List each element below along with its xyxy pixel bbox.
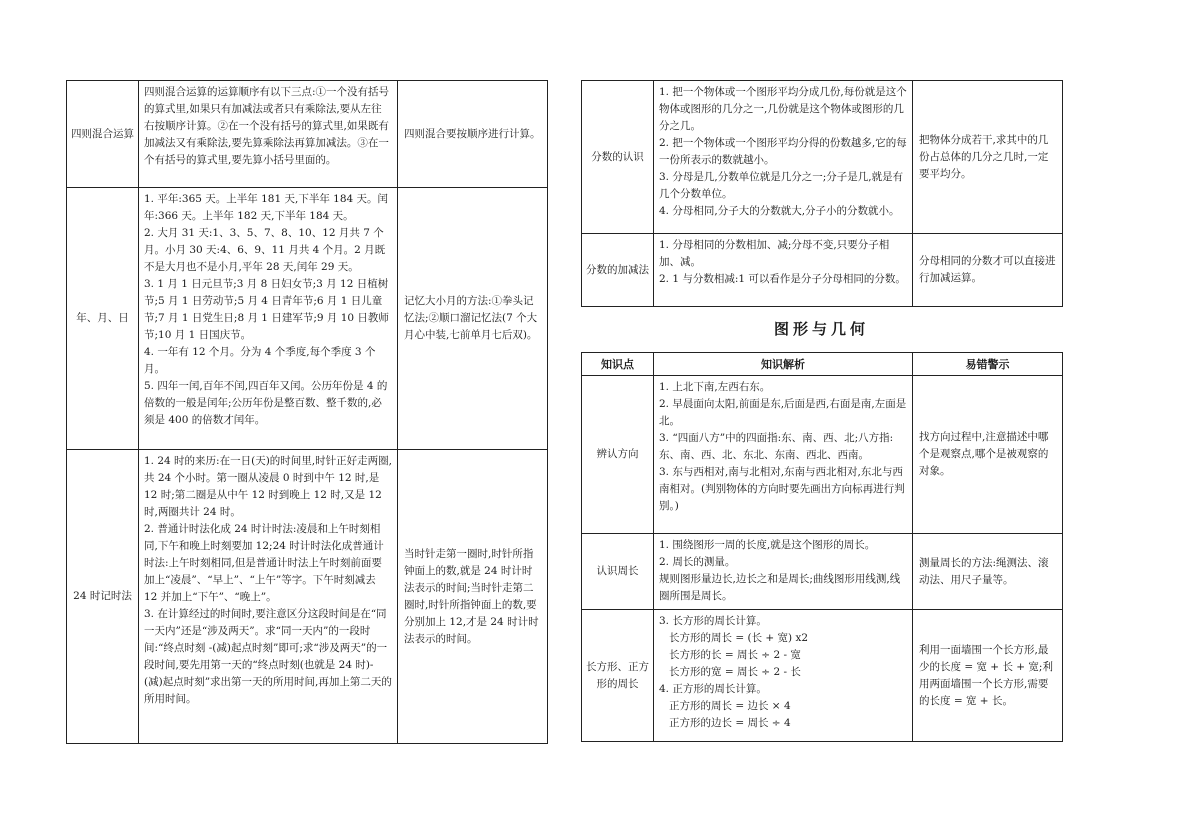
analysis-cell [654,234,913,307]
table-row [582,610,1063,742]
warning-cell: 四则混合要按顺序进行计算。 [398,81,548,188]
topic-cell: 辨认方向 [582,376,654,534]
analysis-item: 规则图形量边长,边长之和是周长;曲线图形用线测,线圈所围是周长。 [659,573,901,602]
analysis-cell [654,534,913,610]
warning-cell: 利用一面墙围一个长方形,最少的长度 = 宽 + 长 + 宽;利用两面墙围一个长方形,需要的长度 = 宽 + 长。 [913,610,1063,742]
analysis-cell [654,81,913,234]
topic-cell: 分数的加减法 [582,234,654,307]
warning-cell: 分母相同的分数才可以直接进行加减运算。 [913,234,1063,307]
table-row [582,81,1063,234]
warning-cell: 把物体分成若干,求其中的几份占总体的几分之几时,一定要平均分。 [913,81,1063,234]
analysis-item: 1. 把一个物体或一个图形平均分成几份,每份就是这个物体或图形的几分之一,几份就是这个物体或图形的几分之几。 [659,86,907,132]
table-row [582,376,1063,534]
analysis-item: 1. 24 时的来历:在一日(天)的时间里,时针正好走两圈,共 24 个小时。第一圈从凌晨 0 时到中午 12 时,是 12 时;第二圈是从中午 12 时到晚上 12 时,又是 12 时,两圈共计 24 时。 [144,455,392,518]
fraction-knowledge-table [581,80,1063,307]
header-topic: 知识点 [582,353,654,376]
analysis-cell [139,81,398,188]
analysis-item: 2. 普通计时法化成 24 时计时法:凌晨和上午时刻相同,下午和晚上时刻要加 12;24 时计时法化成普通计时法:上午时刻相同,但是普通计时法上午时刻前面要加上“凌晨”、“早上”、“上午”等字。下午时刻减去 12 并加上“下午”、“晚上”。 [144,523,384,603]
analysis-item: 3. 在计算经过的时间时,要注意区分这段时间是在“同一天内”还是“涉及两天”。求“同一天内”的一段时间:“终点时刻 -(减)起点时刻”即可;求“涉及两天”的一段时间,要先用第一天的“终点时刻(也就是 24 时)-(减)起点时刻”求出第一天的所用时间,再加上第二天的所用时间。 [144,608,392,705]
table-row [67,450,548,744]
topic-cell: 认识周长 [582,534,654,610]
analysis-item: 1. 围绕图形一周的长度,就是这个图形的周长。 [659,539,876,551]
analysis-item: 3. 长方形的周长计算。 [659,615,767,627]
header-analysis: 知识解析 [654,353,913,376]
analysis-item: 4. 分母相同,分子大的分数就大,分子小的分数就小。 [659,205,900,217]
analysis-item: 正方形的周长 = 边长 × 4 [669,700,791,712]
analysis-item: 1. 上北下南,左西右东。 [659,381,771,393]
analysis-item: 四则混合运算的运算顺序有以下三点:①一个没有括号的算式里,如果只有加减法或者只有乘除法,要从左往右按顺序计算。②在一个没有括号的算式里,如果既有加减法又有乘除法,要先算乘除法再算加减法。③在一个有括号的算式里,要先算小括号里面的。 [144,86,390,166]
analysis-cell [139,450,398,744]
left-knowledge-table [66,80,548,744]
analysis-item: 2. 大月 31 天:1、3、5、7、8、10、12 月共 7 个月。小月 30 天:4、6、9、11 月共 4 个月。2 月既不是大月也不是小月,平年 28 天,闰年 29 天。 [144,227,386,273]
table-row [582,234,1063,307]
topic-cell: 长方形、正方形的周长 [582,610,654,742]
analysis-cell [654,376,913,534]
analysis-item: 1. 平年:365 天。上半年 181 天,下半年 184 天。闰年:366 天。上半年 182 天,下半年 184 天。 [144,193,389,222]
warning-cell: 测量周长的方法:绳测法、滚动法、用尺子量等。 [913,534,1063,610]
analysis-item: 4. 正方形的周长计算。 [659,683,767,695]
analysis-item: 2. 1 与分数相减:1 可以看作是分子分母相同的分数。 [659,273,906,285]
table-row [67,81,548,188]
analysis-item: 5. 四年一闰,百年不闰,四百年又闰。公历年份是 4 的倍数的一般是闰年;公历年份是整百数、整千数的,必须是 400 的倍数才闰年。 [144,380,388,426]
topic-cell: 分数的认识 [582,81,654,234]
table-row [67,188,548,450]
analysis-item: 4. 一年有 12 个月。分为 4 个季度,每个季度 3 个月。 [144,346,376,375]
analysis-item: 3. “四面八方”中的四面指:东、南、西、北;八方指:东、南、西、北、东北、东南、西北、西南。 [659,432,894,461]
analysis-item: 1. 分母相同的分数相加、减;分母不变,只要分子相加、减。 [659,239,890,268]
table-row [582,534,1063,610]
analysis-item: 长方形的周长 = (长 + 宽) x2 [669,632,809,644]
warning-cell: 记忆大小月的方法:①拳头记忆法;②顺口溜记忆法(7 个大月心中装,七前单月七后双)。 [398,188,548,450]
header-warning: 易错警示 [913,353,1063,376]
analysis-item: 3. 1 月 1 日元旦节;3 月 8 日妇女节;3 月 12 日植树节;5 月 1 日劳动节;5 月 4 日青年节;6 月 1 日儿童节;7 月 1 日党生日;8 月 1 日建军节;9 月 10 日教师节;10 月 1 日国庆节。 [144,278,389,341]
warning-cell: 当时针走第一圈时,时针所指钟面上的数,就是 24 时计时法表示的时间;当时针走第二圈时,时针所指钟面上的数,要分别加上 12,才是 24 时计时法表示的时间。 [398,450,548,744]
analysis-item: 2. 周长的测量。 [659,556,736,568]
analysis-item: 3. 东与西相对,南与北相对,东南与西北相对,东北与西南相对。(判别物体的方向时要先画出方向标再进行判别。) [659,466,905,512]
analysis-item: 3. 分母是几,分数单位就是几分之一;分子是几,就是有几个分数单位。 [659,171,904,200]
analysis-item: 长方形的长 = 周长 ÷ 2 - 宽 [669,649,801,661]
section-title: 图形与几何 [773,320,869,338]
geometry-knowledge-table [581,352,1063,742]
topic-cell: 四则混合运算 [67,81,139,188]
analysis-cell [139,188,398,450]
analysis-item: 2. 早晨面向太阳,前面是东,后面是西,右面是南,左面是北。 [659,398,907,427]
table-header-row [582,353,1063,376]
topic-cell: 年、月、日 [67,188,139,450]
analysis-cell [654,610,913,742]
analysis-item: 长方形的宽 = 周长 ÷ 2 - 长 [669,666,801,678]
analysis-item: 2. 把一个物体或一个图形平均分得的份数越多,它的每一份所表示的数就越小。 [659,137,907,166]
analysis-item: 正方形的边长 = 周长 ÷ 4 [669,717,791,729]
topic-cell: 24 时记时法 [67,450,139,744]
warning-cell: 找方向过程中,注意描述中哪个是观察点,哪个是被观察的对象。 [913,376,1063,534]
